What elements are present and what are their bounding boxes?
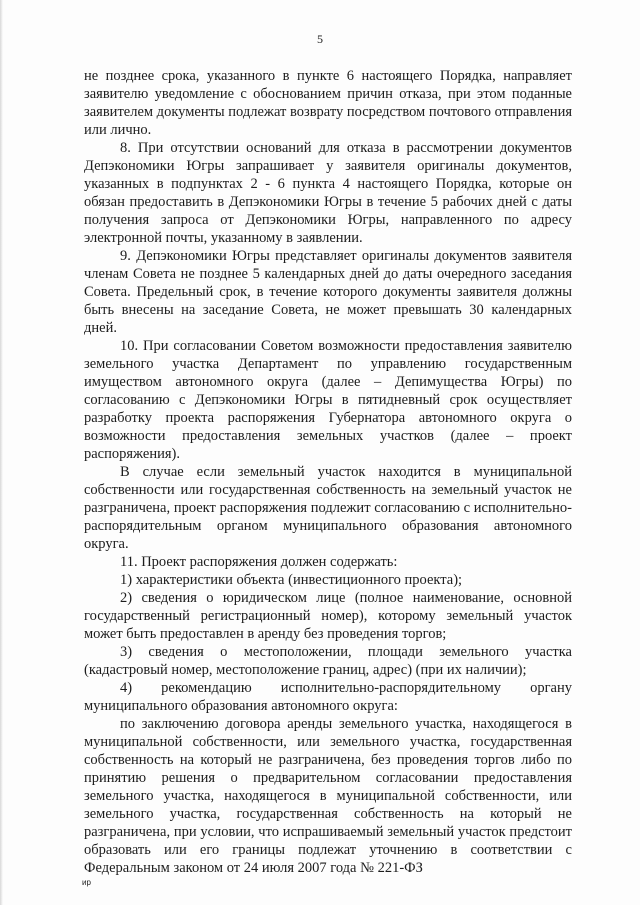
paragraph-10-municipal: В случае если земельный участок находится в муниципальной собственности или государственная собственность на земельный участок не разграничена, проект распоряжения подлежит согласованию с исполнительно-распорядительным органом муниципального образования автономного округа. — [84, 464, 572, 552]
list-item-2: 2) сведения о юридическом лице (полное наименование, основной государственный регистрационный номер), которому земельный участок может быть предоставлен в аренду без проведения торгов; — [84, 590, 572, 642]
paragraph-8: 8. При отсутствии оснований для отказа в рассмотрении документов Депэкономики Югры запрашивает у заявителя оригиналы документов, указанных в подпунктах 2 - 6 пункта 4 настоящего Порядка, которые он обязан предоставить в Депэкономики Югры в течение 5 рабочих дней с даты получения запроса от Депэкономики Югры, направленного по адресу электронной почты, указанному в заявлении. — [84, 140, 572, 246]
paragraph-continuation: не позднее срока, указанного в пункте 6 настоящего Порядка, направляет заявителю уведомление с обоснованием причин отказа, при этом поданные заявителем документы подлежат возврату посредством почтового отправления или лично. — [84, 68, 572, 138]
page-number: 5 — [317, 32, 323, 46]
list-item-3: 3) сведения о местоположении, площади земельного участка (кадастровый номер, местоположение границ, адрес) (при их наличии); — [84, 644, 572, 678]
scan-edge — [0, 0, 3, 905]
list-item-4: 4) рекомендацию исполнительно-распорядительному органу муниципального образования автономного округа: — [84, 680, 572, 714]
document-body — [84, 67, 572, 877]
footer-mark: ир — [82, 878, 91, 887]
paragraph-10: 10. При согласовании Советом возможности предоставления заявителю земельного участка Департамент по управлению государственным имуществом автономного округа (далее – Депимущества Югры) по согласованию с Депэкономики Югры в пятидневный срок осуществляет разработку проекта распоряжения Губернатора автономного округа о возможности предоставления земельных участков (далее – проект распоряжения). — [84, 338, 572, 462]
list-item-4-detail: по заключению договора аренды земельного участка, находящегося в муниципальной собственности, или земельного участка, государственная собственность на который не разграничена, без проведения торгов либо по принятию решения о предварительном согласовании предоставления земельного участка, находящегося в муниципальной собственности, или земельного участка, государственная собственность на который не разграничена, при условии, что испрашиваемый земельный участок предстоит образовать или его границы подлежат уточнению в соответствии с Федеральным законом от 24 июля 2007 года № 221-ФЗ — [84, 716, 572, 876]
paragraph-9: 9. Депэкономики Югры представляет оригиналы документов заявителя членам Совета не позднее 5 календарных дней до даты очередного заседания Совета. Предельный срок, в течение которого документы заявителя должны быть внесены на заседание Совета, не может превышать 30 календарных дней. — [84, 248, 572, 336]
paragraph-11: 11. Проект распоряжения должен содержать: — [120, 554, 398, 570]
list-item-1: 1) характеристики объекта (инвестиционного проекта); — [120, 572, 463, 588]
